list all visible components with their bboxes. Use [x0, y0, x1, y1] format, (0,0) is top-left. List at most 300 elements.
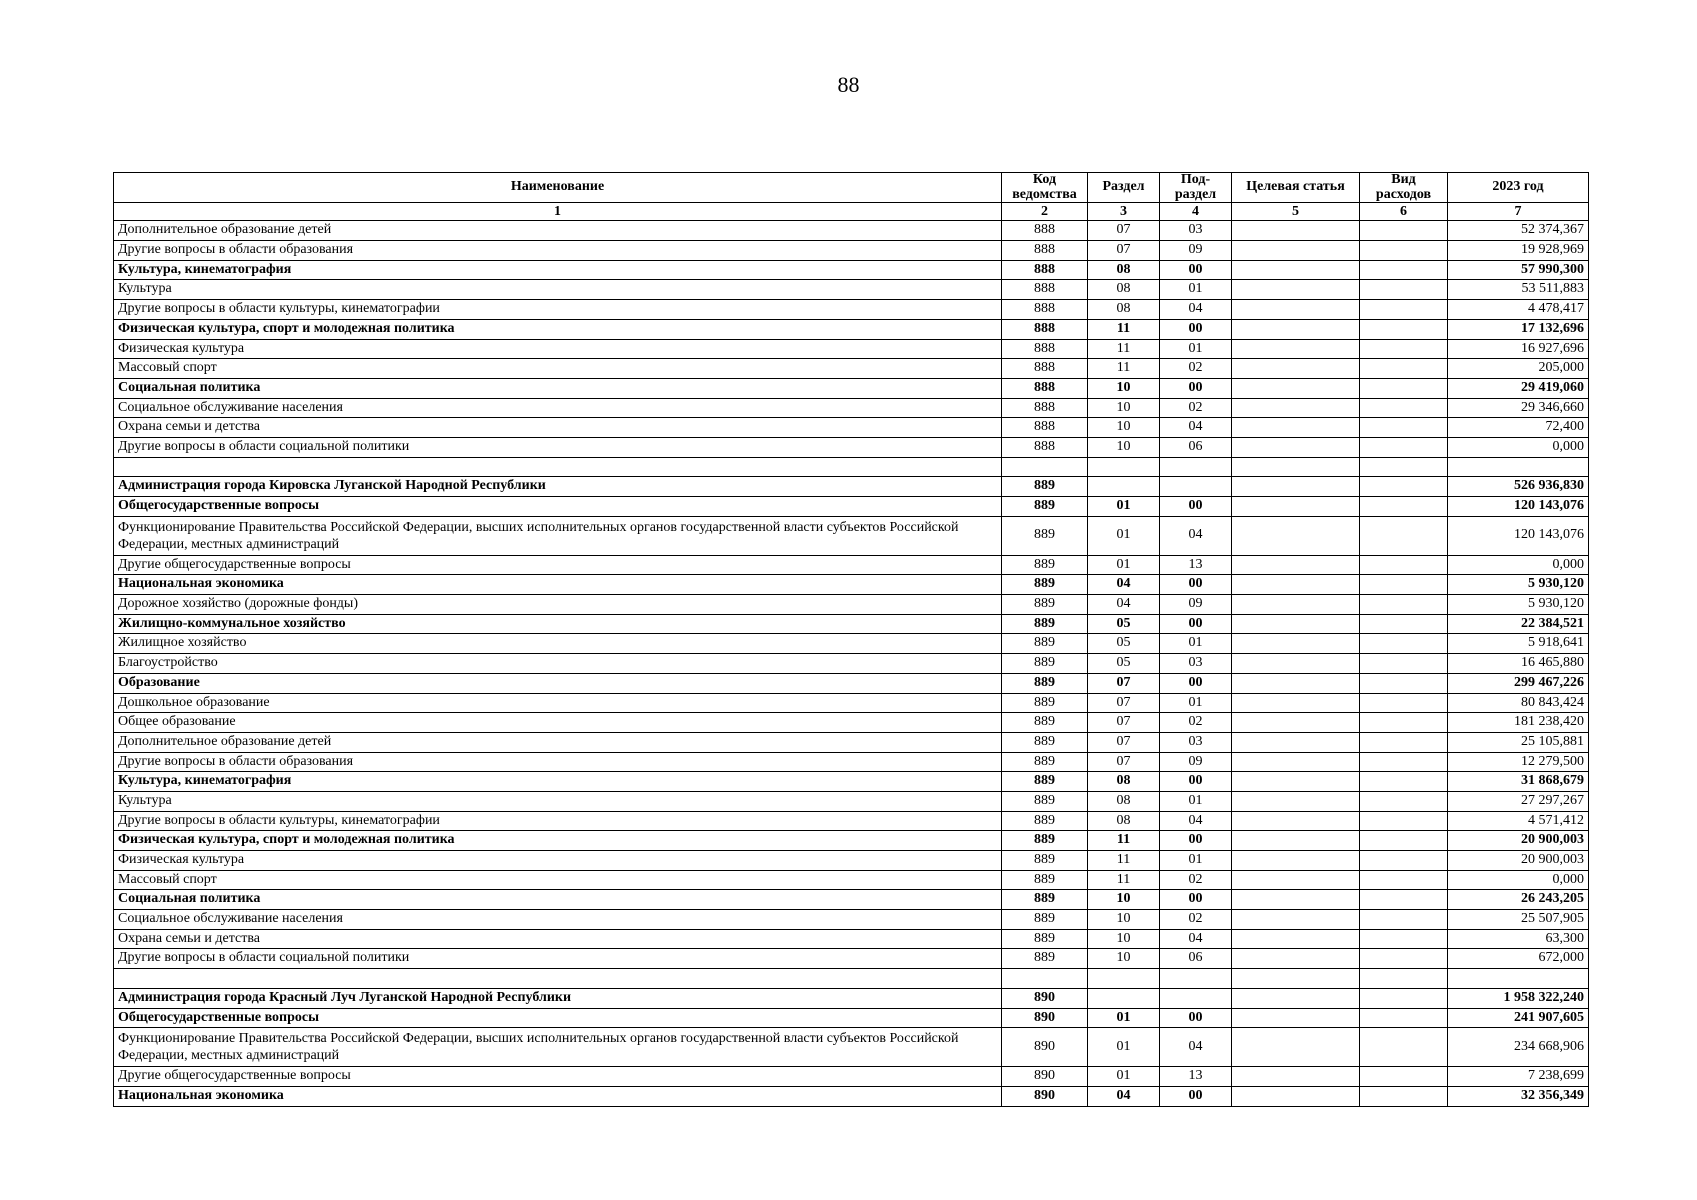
table-row: [114, 693, 1589, 713]
cell-amount: 205,000: [1448, 359, 1589, 379]
cell-target: [1232, 595, 1360, 615]
cell-code: 888: [1002, 260, 1088, 280]
cell-subsection: 04: [1160, 300, 1232, 320]
table-row: [114, 929, 1589, 949]
cell-section: 05: [1088, 654, 1160, 674]
cell-code: 888: [1002, 319, 1088, 339]
cell-expense: [1360, 477, 1448, 497]
table-row: [114, 772, 1589, 792]
cell-subsection: 02: [1160, 870, 1232, 890]
cell-name: Физическая культура, спорт и молодежная политика: [114, 831, 1002, 851]
cell-code: 889: [1002, 732, 1088, 752]
cell-expense: [1360, 772, 1448, 792]
cell-expense: [1360, 1028, 1448, 1067]
cell-name: Другие общегосударственные вопросы: [114, 1067, 1002, 1087]
table-row: [114, 595, 1589, 615]
cell-subsection: 01: [1160, 339, 1232, 359]
cell-subsection: 00: [1160, 890, 1232, 910]
cell-subsection: 01: [1160, 851, 1232, 871]
cell-section: 07: [1088, 752, 1160, 772]
cell-subsection: 02: [1160, 359, 1232, 379]
header-name: Наименование: [114, 173, 1002, 203]
cell-name: Другие вопросы в области социальной политики: [114, 949, 1002, 969]
cell-subsection: 02: [1160, 398, 1232, 418]
table-row: [114, 575, 1589, 595]
table-row: [114, 634, 1589, 654]
cell-target: [1232, 260, 1360, 280]
cell-expense: [1360, 595, 1448, 615]
cell-name: Администрация города Красный Луч Луганской Народной Республики: [114, 988, 1002, 1008]
cell-name: Другие вопросы в области образования: [114, 241, 1002, 261]
cell-amount: 299 467,226: [1448, 673, 1589, 693]
table-row: [114, 988, 1589, 1008]
cell-name: Массовый спорт: [114, 870, 1002, 890]
table-row: [114, 811, 1589, 831]
cell-section: 07: [1088, 713, 1160, 733]
cell-code: 888: [1002, 241, 1088, 261]
cell-section: 01: [1088, 1067, 1160, 1087]
cell-subsection: 09: [1160, 595, 1232, 615]
cell-target: [1232, 673, 1360, 693]
cell-code: 889: [1002, 555, 1088, 575]
cell-subsection: [1160, 969, 1232, 989]
cell-section: 11: [1088, 319, 1160, 339]
cell-code: 890: [1002, 988, 1088, 1008]
header-subsection: Под-раздел: [1160, 173, 1232, 203]
cell-code: 889: [1002, 791, 1088, 811]
cell-section: 07: [1088, 221, 1160, 241]
cell-amount: 0,000: [1448, 870, 1589, 890]
cell-expense: [1360, 929, 1448, 949]
cell-target: [1232, 339, 1360, 359]
cell-section: 04: [1088, 575, 1160, 595]
cell-amount: 16 927,696: [1448, 339, 1589, 359]
cell-subsection: 06: [1160, 949, 1232, 969]
cell-subsection: 04: [1160, 418, 1232, 438]
table-row: [114, 497, 1589, 517]
cell-amount: 25 105,881: [1448, 732, 1589, 752]
cell-name: Дополнительное образование детей: [114, 221, 1002, 241]
cell-target: [1232, 359, 1360, 379]
cell-subsection: 00: [1160, 1086, 1232, 1106]
cell-name: Национальная экономика: [114, 575, 1002, 595]
cell-expense: [1360, 300, 1448, 320]
cell-code: 889: [1002, 634, 1088, 654]
cell-name: Культура: [114, 791, 1002, 811]
cell-section: 08: [1088, 791, 1160, 811]
cell-expense: [1360, 418, 1448, 438]
cell-amount: 19 928,969: [1448, 241, 1589, 261]
cell-name: Социальная политика: [114, 378, 1002, 398]
cell-target: [1232, 300, 1360, 320]
cell-amount: 29 419,060: [1448, 378, 1589, 398]
cell-code: 889: [1002, 752, 1088, 772]
cell-expense: [1360, 339, 1448, 359]
column-number: 2: [1002, 203, 1088, 221]
cell-code: 889: [1002, 851, 1088, 871]
cell-name: Жилищное хозяйство: [114, 634, 1002, 654]
cell-section: [1088, 969, 1160, 989]
cell-name: Дополнительное образование детей: [114, 732, 1002, 752]
cell-amount: 672,000: [1448, 949, 1589, 969]
cell-target: [1232, 555, 1360, 575]
cell-expense: [1360, 732, 1448, 752]
header-expense: Вид расходов: [1360, 173, 1448, 203]
table-row: [114, 713, 1589, 733]
cell-section: 08: [1088, 260, 1160, 280]
cell-expense: [1360, 693, 1448, 713]
table-row: [114, 949, 1589, 969]
cell-expense: [1360, 969, 1448, 989]
cell-target: [1232, 516, 1360, 555]
cell-name: Культура: [114, 280, 1002, 300]
cell-code: 889: [1002, 831, 1088, 851]
cell-name: Национальная экономика: [114, 1086, 1002, 1106]
cell-section: 01: [1088, 555, 1160, 575]
cell-code: 889: [1002, 477, 1088, 497]
cell-target: [1232, 634, 1360, 654]
cell-target: [1232, 1008, 1360, 1028]
cell-code: 888: [1002, 437, 1088, 457]
cell-expense: [1360, 752, 1448, 772]
cell-name: Культура, кинематография: [114, 260, 1002, 280]
cell-name: Дорожное хозяйство (дорожные фонды): [114, 595, 1002, 615]
cell-amount: 29 346,660: [1448, 398, 1589, 418]
cell-amount: 80 843,424: [1448, 693, 1589, 713]
cell-subsection: 00: [1160, 614, 1232, 634]
cell-expense: [1360, 221, 1448, 241]
cell-subsection: 01: [1160, 791, 1232, 811]
cell-code: 889: [1002, 811, 1088, 831]
cell-amount: 4 478,417: [1448, 300, 1589, 320]
cell-target: [1232, 1028, 1360, 1067]
cell-target: [1232, 398, 1360, 418]
cell-amount: 63,300: [1448, 929, 1589, 949]
cell-subsection: 09: [1160, 752, 1232, 772]
cell-target: [1232, 437, 1360, 457]
cell-code: 889: [1002, 713, 1088, 733]
table-row: [114, 1028, 1589, 1067]
cell-expense: [1360, 555, 1448, 575]
cell-section: 01: [1088, 1008, 1160, 1028]
cell-name: [114, 969, 1002, 989]
cell-amount: 20 900,003: [1448, 831, 1589, 851]
table-row: [114, 791, 1589, 811]
cell-section: [1088, 988, 1160, 1008]
cell-section: 01: [1088, 1028, 1160, 1067]
cell-target: [1232, 870, 1360, 890]
cell-target: [1232, 732, 1360, 752]
cell-name: Социальное обслуживание населения: [114, 398, 1002, 418]
cell-expense: [1360, 359, 1448, 379]
cell-target: [1232, 241, 1360, 261]
table-row: [114, 1008, 1589, 1028]
cell-code: 889: [1002, 595, 1088, 615]
cell-name: Другие вопросы в области образования: [114, 752, 1002, 772]
cell-subsection: 00: [1160, 378, 1232, 398]
cell-subsection: 00: [1160, 772, 1232, 792]
cell-code: 889: [1002, 693, 1088, 713]
cell-name: Культура, кинематография: [114, 772, 1002, 792]
cell-section: 07: [1088, 732, 1160, 752]
cell-name: Другие вопросы в области культуры, кинематографии: [114, 811, 1002, 831]
cell-name: Другие общегосударственные вопросы: [114, 555, 1002, 575]
cell-section: 11: [1088, 339, 1160, 359]
cell-name: Другие вопросы в области культуры, кинематографии: [114, 300, 1002, 320]
cell-amount: 1 958 322,240: [1448, 988, 1589, 1008]
cell-subsection: 00: [1160, 1008, 1232, 1028]
cell-code: 888: [1002, 339, 1088, 359]
cell-subsection: [1160, 477, 1232, 497]
table-row: [114, 851, 1589, 871]
cell-code: 889: [1002, 890, 1088, 910]
column-number: 7: [1448, 203, 1589, 221]
cell-code: 890: [1002, 1086, 1088, 1106]
cell-expense: [1360, 791, 1448, 811]
table-row: [114, 221, 1589, 241]
cell-target: [1232, 811, 1360, 831]
cell-expense: [1360, 713, 1448, 733]
cell-name: Образование: [114, 673, 1002, 693]
table-row: [114, 319, 1589, 339]
table-row: [114, 359, 1589, 379]
table-row: [114, 477, 1589, 497]
cell-code: [1002, 969, 1088, 989]
header-section: Раздел: [1088, 173, 1160, 203]
cell-expense: [1360, 437, 1448, 457]
cell-amount: 53 511,883: [1448, 280, 1589, 300]
cell-section: 04: [1088, 595, 1160, 615]
cell-subsection: 01: [1160, 634, 1232, 654]
cell-section: 11: [1088, 359, 1160, 379]
cell-expense: [1360, 497, 1448, 517]
cell-amount: 5 930,120: [1448, 575, 1589, 595]
cell-expense: [1360, 910, 1448, 930]
cell-expense: [1360, 949, 1448, 969]
cell-section: 08: [1088, 280, 1160, 300]
cell-subsection: 00: [1160, 260, 1232, 280]
header-year: 2023 год: [1448, 173, 1589, 203]
cell-section: 04: [1088, 1086, 1160, 1106]
cell-amount: 0,000: [1448, 437, 1589, 457]
cell-amount: 57 990,300: [1448, 260, 1589, 280]
cell-name: Другие вопросы в области социальной политики: [114, 437, 1002, 457]
cell-section: 07: [1088, 241, 1160, 261]
table-row: [114, 654, 1589, 674]
table-row: [114, 260, 1589, 280]
cell-name: Жилищно-коммунальное хозяйство: [114, 614, 1002, 634]
cell-amount: 26 243,205: [1448, 890, 1589, 910]
cell-expense: [1360, 398, 1448, 418]
cell-code: 890: [1002, 1028, 1088, 1067]
blank-row: [114, 457, 1589, 477]
cell-subsection: 01: [1160, 693, 1232, 713]
cell-amount: 241 907,605: [1448, 1008, 1589, 1028]
cell-amount: 27 297,267: [1448, 791, 1589, 811]
cell-amount: 120 143,076: [1448, 516, 1589, 555]
cell-expense: [1360, 851, 1448, 871]
cell-expense: [1360, 614, 1448, 634]
cell-name: Благоустройство: [114, 654, 1002, 674]
cell-target: [1232, 221, 1360, 241]
cell-name: Массовый спорт: [114, 359, 1002, 379]
cell-section: 01: [1088, 497, 1160, 517]
cell-subsection: 04: [1160, 811, 1232, 831]
header-target: Целевая статья: [1232, 173, 1360, 203]
cell-section: 08: [1088, 772, 1160, 792]
cell-expense: [1360, 378, 1448, 398]
cell-target: [1232, 772, 1360, 792]
cell-name: Общегосударственные вопросы: [114, 497, 1002, 517]
cell-target: [1232, 890, 1360, 910]
cell-name: Функционирование Правительства Российской Федерации, высших исполнительных органов государственной власти субъектов Российской Федерации, местных администраций: [114, 516, 1002, 555]
cell-expense: [1360, 457, 1448, 477]
cell-section: 10: [1088, 378, 1160, 398]
cell-code: 889: [1002, 910, 1088, 930]
cell-name: [114, 457, 1002, 477]
cell-target: [1232, 713, 1360, 733]
cell-expense: [1360, 1067, 1448, 1087]
cell-code: 888: [1002, 418, 1088, 438]
cell-amount: 31 868,679: [1448, 772, 1589, 792]
column-number: 3: [1088, 203, 1160, 221]
cell-code: 889: [1002, 614, 1088, 634]
cell-name: Охрана семьи и детства: [114, 929, 1002, 949]
cell-code: 889: [1002, 772, 1088, 792]
table-body: [114, 221, 1589, 1106]
column-number: 6: [1360, 203, 1448, 221]
cell-subsection: 04: [1160, 929, 1232, 949]
cell-target: [1232, 575, 1360, 595]
cell-amount: 20 900,003: [1448, 851, 1589, 871]
cell-code: 889: [1002, 575, 1088, 595]
cell-subsection: 02: [1160, 713, 1232, 733]
cell-subsection: 13: [1160, 1067, 1232, 1087]
table-row: [114, 555, 1589, 575]
cell-subsection: 00: [1160, 497, 1232, 517]
cell-code: 888: [1002, 398, 1088, 418]
cell-name: Администрация города Кировска Луганской Народной Республики: [114, 477, 1002, 497]
cell-code: 889: [1002, 673, 1088, 693]
blank-row: [114, 969, 1589, 989]
cell-target: [1232, 831, 1360, 851]
header-row: [114, 173, 1589, 203]
cell-expense: [1360, 280, 1448, 300]
cell-expense: [1360, 241, 1448, 261]
table-row: [114, 673, 1589, 693]
cell-section: 10: [1088, 418, 1160, 438]
table-row: [114, 732, 1589, 752]
cell-amount: 52 374,367: [1448, 221, 1589, 241]
cell-amount: 181 238,420: [1448, 713, 1589, 733]
cell-section: 10: [1088, 437, 1160, 457]
cell-expense: [1360, 634, 1448, 654]
cell-code: 889: [1002, 497, 1088, 517]
cell-target: [1232, 418, 1360, 438]
cell-subsection: 09: [1160, 241, 1232, 261]
table-row: [114, 398, 1589, 418]
cell-section: 08: [1088, 300, 1160, 320]
cell-target: [1232, 752, 1360, 772]
table-row: [114, 418, 1589, 438]
cell-section: 05: [1088, 614, 1160, 634]
cell-expense: [1360, 260, 1448, 280]
cell-subsection: 03: [1160, 654, 1232, 674]
cell-target: [1232, 457, 1360, 477]
cell-amount: [1448, 969, 1589, 989]
cell-target: [1232, 280, 1360, 300]
table-row: [114, 752, 1589, 772]
cell-name: Общее образование: [114, 713, 1002, 733]
cell-subsection: 00: [1160, 831, 1232, 851]
cell-code: 888: [1002, 359, 1088, 379]
cell-amount: 120 143,076: [1448, 497, 1589, 517]
table-row: [114, 890, 1589, 910]
cell-section: 07: [1088, 673, 1160, 693]
table-row: [114, 280, 1589, 300]
column-number: 4: [1160, 203, 1232, 221]
cell-code: 888: [1002, 221, 1088, 241]
cell-target: [1232, 949, 1360, 969]
cell-expense: [1360, 1086, 1448, 1106]
cell-amount: 16 465,880: [1448, 654, 1589, 674]
cell-subsection: [1160, 988, 1232, 1008]
cell-target: [1232, 929, 1360, 949]
cell-expense: [1360, 831, 1448, 851]
cell-section: 10: [1088, 949, 1160, 969]
cell-code: 890: [1002, 1067, 1088, 1087]
cell-subsection: 06: [1160, 437, 1232, 457]
cell-name: Общегосударственные вопросы: [114, 1008, 1002, 1028]
cell-section: 10: [1088, 398, 1160, 418]
cell-target: [1232, 1067, 1360, 1087]
cell-expense: [1360, 870, 1448, 890]
cell-target: [1232, 614, 1360, 634]
table-row: [114, 437, 1589, 457]
cell-amount: 234 668,906: [1448, 1028, 1589, 1067]
table-row: [114, 614, 1589, 634]
cell-expense: [1360, 516, 1448, 555]
table-row: [114, 870, 1589, 890]
cell-subsection: 13: [1160, 555, 1232, 575]
cell-name: Физическая культура: [114, 339, 1002, 359]
cell-amount: 25 507,905: [1448, 910, 1589, 930]
cell-code: 890: [1002, 1008, 1088, 1028]
cell-name: Физическая культура, спорт и молодежная политика: [114, 319, 1002, 339]
cell-target: [1232, 969, 1360, 989]
cell-code: 889: [1002, 929, 1088, 949]
cell-amount: 526 936,830: [1448, 477, 1589, 497]
cell-code: 888: [1002, 378, 1088, 398]
cell-subsection: 02: [1160, 910, 1232, 930]
header-code: Код ведомства: [1002, 173, 1088, 203]
column-number: 5: [1232, 203, 1360, 221]
cell-section: 10: [1088, 890, 1160, 910]
cell-name: Социальное обслуживание населения: [114, 910, 1002, 930]
cell-section: 11: [1088, 870, 1160, 890]
cell-amount: 22 384,521: [1448, 614, 1589, 634]
cell-code: 889: [1002, 654, 1088, 674]
cell-target: [1232, 319, 1360, 339]
cell-subsection: 00: [1160, 575, 1232, 595]
column-number: 1: [114, 203, 1002, 221]
cell-subsection: 01: [1160, 280, 1232, 300]
cell-amount: 12 279,500: [1448, 752, 1589, 772]
cell-amount: 72,400: [1448, 418, 1589, 438]
cell-expense: [1360, 319, 1448, 339]
cell-target: [1232, 851, 1360, 871]
cell-expense: [1360, 654, 1448, 674]
